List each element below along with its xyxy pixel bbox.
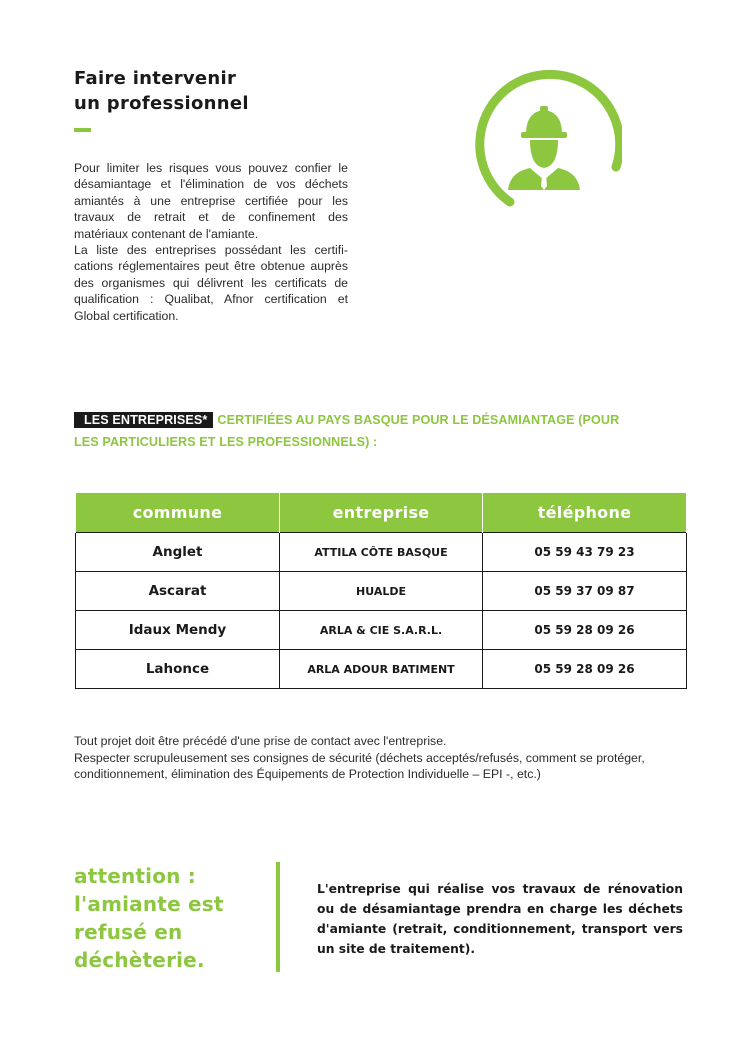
cell-telephone: 05 59 43 79 23 [483, 533, 687, 572]
title-line-1: Faire intervenir [74, 68, 237, 89]
cell-entreprise: ARLA & CIE S.A.R.L. [280, 611, 483, 650]
cell-entreprise: ATTILA CÔTE BASQUE [280, 533, 483, 572]
cell-commune: Ascarat [76, 572, 280, 611]
section-heading-text: CERTIFIÉES AU PAYS BASQUE POUR LE DÉSAMIANTAGE (POUR LES PARTICULIERS ET LES PROFESSIONNELS) : [74, 413, 620, 449]
note-line-1: Tout projet doit être précédé d'une prise de contact avec l'entreprise. [74, 734, 447, 748]
intro-paragraph: Pour limiter les risques vous pouvez confier le désamiantage et l'élimination de vos déchets amiantés à une entreprise certifiée pour les travaux de retrait et de confinement des matériaux contenant de l'amiante. La liste des entreprises possédant les certifi-cations réglementaires peut être obtenue auprès des organismes qui délivrent les certificats de qualification : Qualibat, Afnor certification et Global certification. [74, 161, 348, 323]
section-badge: LES ENTREPRISES* [74, 412, 213, 428]
column-header-telephone: téléphone [483, 493, 687, 533]
page-title [74, 66, 249, 116]
attention-line-2: l'amiante est [74, 892, 224, 916]
cell-entreprise: ARLA ADOUR BATIMENT [280, 650, 483, 689]
construction-worker-icon [466, 62, 622, 218]
title-underline [74, 128, 91, 132]
waste-handling-text: L'entreprise qui réalise vos travaux de rénovation ou de désamiantage prendra en charge les déchets d'amiante (retrait, conditionnement, transport vers un site de traitement). [317, 882, 683, 956]
table-row [76, 572, 687, 611]
cell-entreprise: HUALDE [280, 572, 483, 611]
table-header-row [76, 493, 687, 533]
note-line-2: Respecter scrupuleusement ses consignes de sécurité (déchets acceptés/refusés, comment se protéger, conditionnement, élimination des Équipements de Protection Individuelle – EPI -, etc.) [74, 750, 645, 781]
column-header-entreprise: entreprise [280, 493, 483, 533]
cell-telephone: 05 59 37 09 87 [483, 572, 687, 611]
cell-commune: Lahonce [76, 650, 280, 689]
attention-callout [74, 862, 224, 974]
title-line-2: un professionnel [74, 93, 249, 114]
cell-commune: Anglet [76, 533, 280, 572]
column-header-commune: commune [76, 493, 280, 533]
section-heading [74, 409, 634, 453]
cell-telephone: 05 59 28 09 26 [483, 650, 687, 689]
table-row [76, 611, 687, 650]
attention-line-1: attention : [74, 864, 196, 888]
table-row [76, 650, 687, 689]
cell-commune: Idaux Mendy [76, 611, 280, 650]
contact-note [74, 733, 694, 783]
attention-line-3: refusé en [74, 920, 183, 944]
attention-line-4: déchèterie. [74, 948, 205, 972]
cell-telephone: 05 59 28 09 26 [483, 611, 687, 650]
vertical-divider [276, 862, 280, 972]
companies-table [75, 493, 687, 689]
table-row [76, 533, 687, 572]
